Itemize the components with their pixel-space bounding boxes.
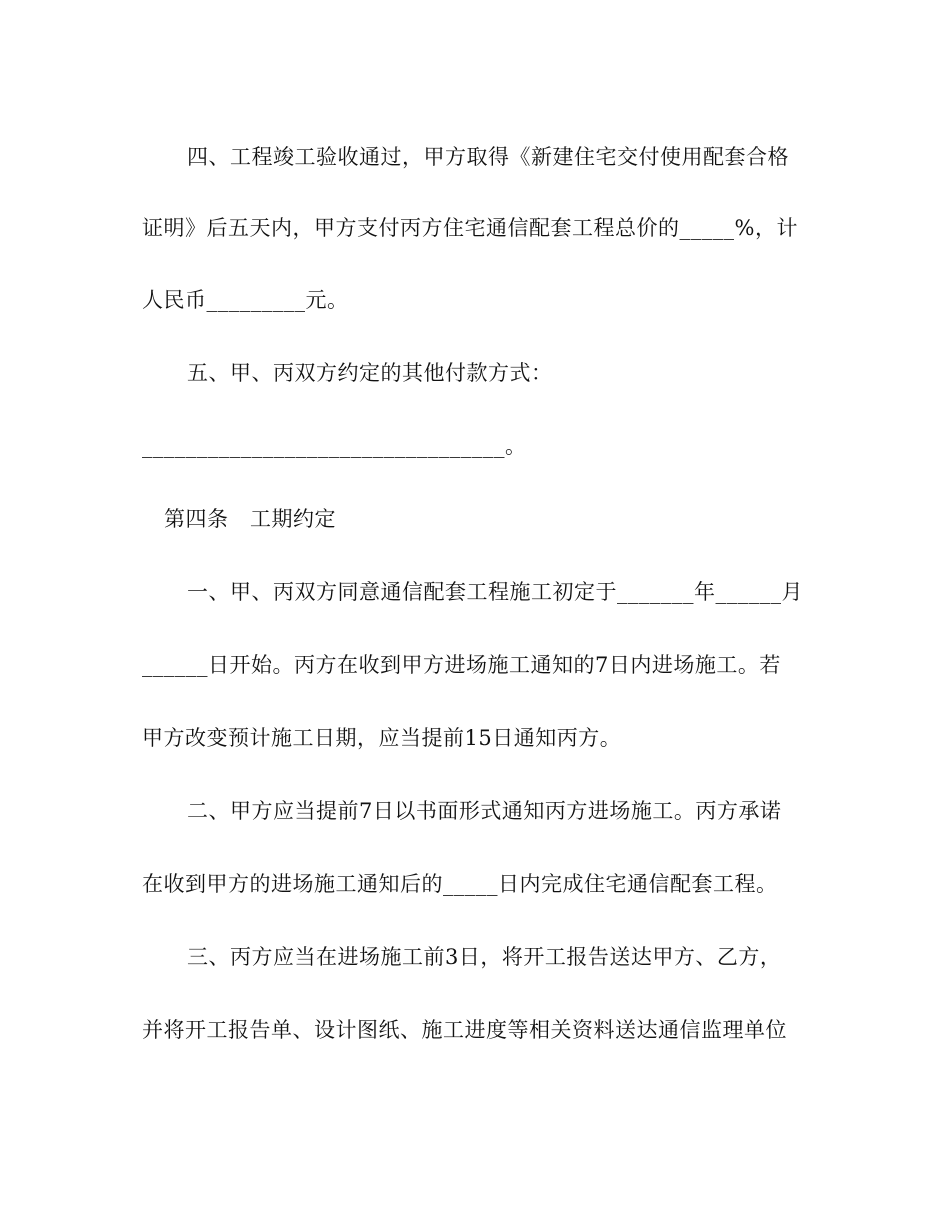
clause-1-line-1: 一、甲、丙双方同意通信配套工程施工初定于_______年______月 — [187, 580, 803, 604]
paragraph-4-line-1: 四、工程竣工验收通过，甲方取得《新建住宅交付使用配套合格 — [187, 145, 789, 169]
paragraph-4-line-2: 证明》后五天内，甲方支付丙方住宅通信配套工程总价的_____%，计 — [142, 216, 798, 240]
article-4-heading: 第四条 工期约定 — [164, 507, 336, 531]
paragraph-5-line-1: 五、甲、丙双方约定的其他付款方式： — [187, 361, 553, 385]
clause-3-line-1: 三、丙方应当在进场施工前3日，将开工报告送达甲方、乙方， — [187, 945, 782, 969]
clause-1-line-2: ______日开始。丙方在收到甲方进场施工通知的7日内进场施工。若 — [142, 653, 781, 677]
clause-2-line-2: 在收到甲方的进场施工通知后的_____日内完成住宅通信配套工程。 — [142, 872, 778, 896]
clause-3-line-2: 并将开工报告单、设计图纸、施工进度等相关资料送达通信监理单位 — [142, 1018, 787, 1042]
paragraph-5-blank-line: _________________________________。 — [142, 434, 527, 458]
clause-1-line-3: 甲方改变预计施工日期，应当提前15日通知丙方。 — [142, 726, 622, 750]
paragraph-4-line-3: 人民币_________元。 — [142, 288, 349, 312]
clause-2-line-1: 二、甲方应当提前7日以书面形式通知丙方进场施工。丙方承诺 — [187, 799, 782, 823]
